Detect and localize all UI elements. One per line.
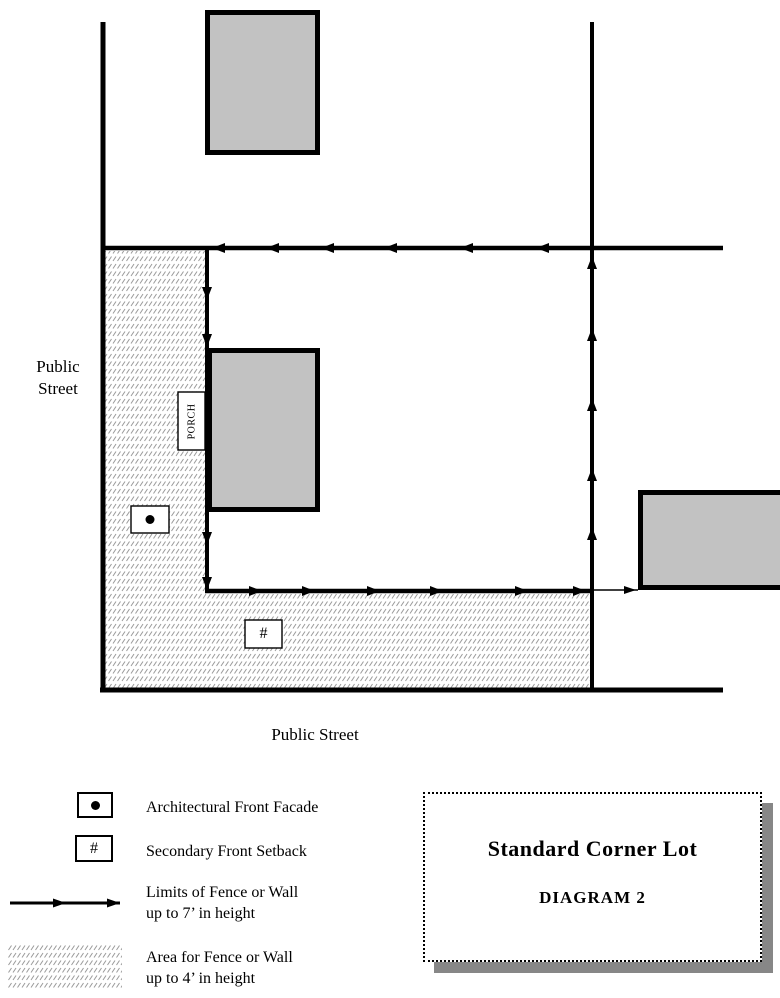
title-box	[423, 792, 762, 962]
legend-setback-label: Secondary Front Setback	[146, 843, 307, 860]
fence-area-hatch	[105, 251, 592, 688]
legend-setback-swatch	[75, 835, 113, 862]
page-subtitle: DIAGRAM 2	[539, 888, 646, 907]
fence-area-hatch-icon	[8, 944, 122, 989]
bottom-street-label: Public Street	[271, 725, 359, 744]
legend-facade-swatch	[77, 792, 113, 818]
page-title: Standard Corner Lot	[487, 836, 698, 861]
buildings	[208, 13, 780, 588]
fence-limit-arrow-icon	[8, 895, 122, 911]
setback-marker-glyph: #	[259, 625, 268, 642]
left-street-label: Public Street	[36, 357, 80, 398]
legend-facade-label: Architectural Front Facade	[146, 799, 319, 816]
building-right	[641, 493, 780, 588]
hash-box-icon: #	[90, 839, 98, 857]
building-top	[208, 13, 318, 153]
porch-label: PORCH	[186, 403, 198, 439]
legend-fence-area-label: Area for Fence or Wall up to 4’ in height	[146, 949, 293, 987]
building-middle	[210, 351, 318, 510]
dot-box-icon	[91, 801, 100, 810]
facade-dot-icon	[146, 515, 155, 524]
legend-fence-limit-label: Limits of Fence or Wall up to 7’ in height	[146, 884, 299, 922]
